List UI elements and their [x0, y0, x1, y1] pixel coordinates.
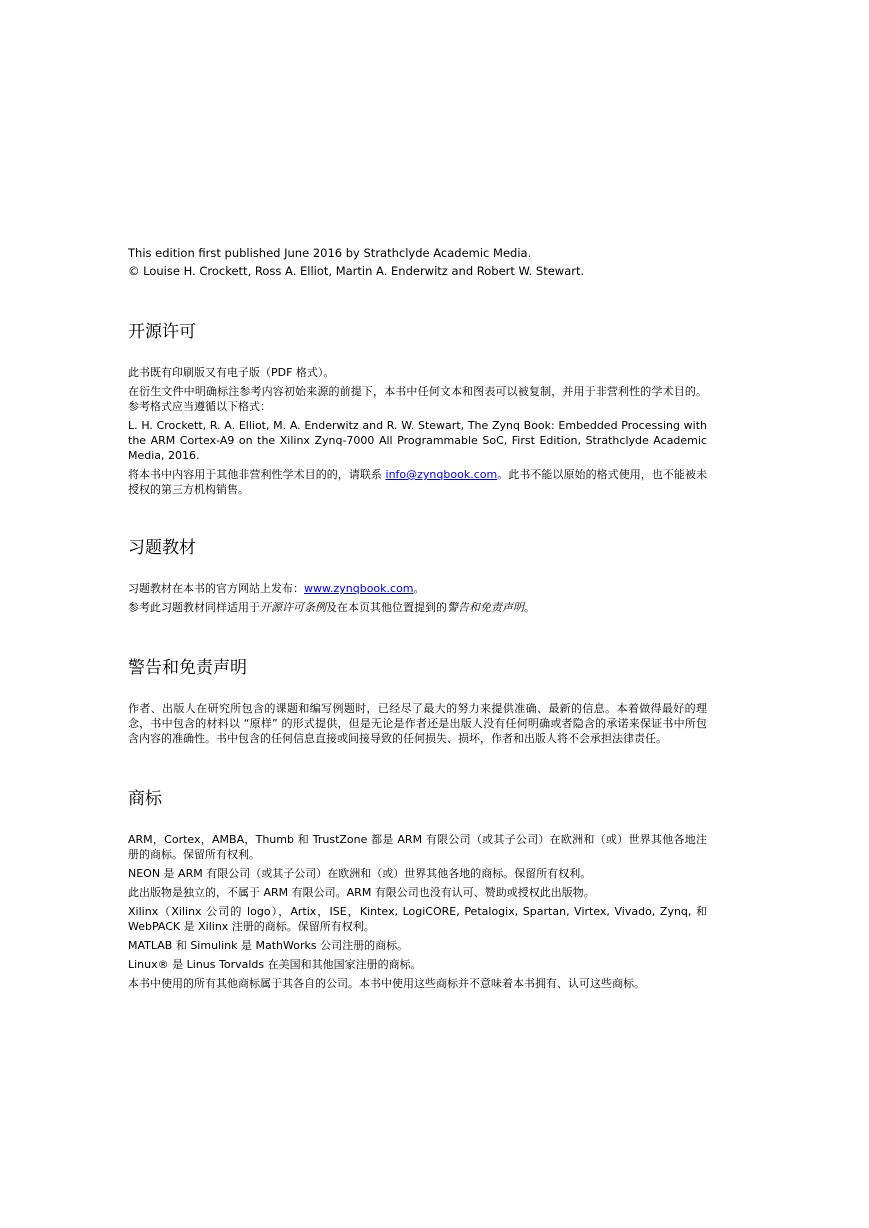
trademark-item: Linux® 是 Linus Torvalds 在美国和其他国家注册的商标。	[128, 958, 422, 971]
exercises-heading: 习题教材	[128, 538, 196, 558]
trademark-item: NEON 是 ARM 有限公司（或其子公司）在欧洲和（或）世界其他各地的商标。保留所有权利。	[128, 867, 592, 880]
trademark-item: ARM，Cortex，AMBA，Thumb 和 TrustZone 都是 ARM 有限公司（或其子公司）在欧洲和（或）世界其他各地注册的商标。保留所有权利。	[128, 833, 707, 861]
disclaimer-paragraph: 作者、出版人在研究所包含的课题和编写例题时，已经尽了最大的努力来提供准确、最新的信息。本着做得最好的理念，书中包含的材料以 “原样” 的形式提供，但是无论是作者还是出版人没有任何明确或者隐含的承诺来保证书中所包含内容的准确性。书中包含的任何信息直接或间接导致的任何损失、损坏，作者和出版人将不会承担法律责任。	[128, 702, 707, 745]
publication-line: This edition first published June 2016 by Strathclyde Academic Media.	[128, 246, 532, 260]
license-paragraph-2: 在衍生文件中明确标注参考内容初始来源的前提下，本书中任何文本和图表可以被复制，并用于非营利性的学术目的。参考格式应当遵循以下格式：	[128, 385, 707, 413]
exercises-section	[128, 537, 707, 615]
publication-info	[128, 244, 707, 280]
trademark-item: Xilinx（Xilinx 公司的 logo），Artix，ISE，Kintex, LogiCORE, Petalogix, Spartan, Virtex, Vivado, Zynq, 和 WebPACK 是 Xilinx 注册的商标。保留所有权利。	[128, 905, 707, 933]
license-paragraph-1: 此书既有印刷版又有电子版（PDF 格式）。	[128, 366, 335, 379]
license-heading: 开源许可	[128, 322, 196, 342]
copyright-page	[128, 244, 707, 995]
trademarks-section	[128, 788, 707, 991]
disclaimer-heading: 警告和免责声明	[128, 658, 247, 678]
copyright-line: © Louise H. Crockett, Ross A. Elliot, Martin A. Enderwitz and Robert W. Stewart.	[128, 264, 585, 278]
license-citation: L. H. Crockett, R. A. Elliot, M. A. Enderwitz and R. W. Stewart, The Zynq Book: Embedded Processing with the ARM Cortex-A9 on the Xilinx Zynq-7000 All Programmable SoC, First Edition, Strathclyde Academic Media, 2016.	[128, 419, 707, 462]
trademarks-heading: 商标	[128, 789, 162, 809]
trademark-item: 此出版物是独立的，不属于 ARM 有限公司。ARM 有限公司也没有认可、赞助或授权此出版物。	[128, 886, 595, 899]
trademark-item: 本书中使用的所有其他商标属于其各自的公司。本书中使用这些商标并不意味着本书拥有、认可这些商标。	[128, 977, 645, 990]
disclaimer-section	[128, 657, 707, 746]
website-link[interactable]: www.zynqbook.com	[304, 582, 414, 595]
email-link[interactable]: info@zynqbook.com	[385, 468, 498, 481]
exercises-paragraph-2: 参考此习题教材同样适用于开源许可条例及在本页其他位置提到的警告和免责声明。	[128, 601, 535, 614]
license-paragraph-4: 将本书中内容用于其他非营利性学术目的的，请联系 info@zynqbook.com。此书不能以原始的格式使用，也不能被未授权的第三方机构销售。	[128, 468, 707, 496]
exercises-paragraph-1: 习题教材在本书的官方网站上发布：www.zynqbook.com。	[128, 582, 425, 595]
trademark-item: MATLAB 和 Simulink 是 MathWorks 公司注册的商标。	[128, 939, 409, 952]
license-section	[128, 321, 707, 497]
